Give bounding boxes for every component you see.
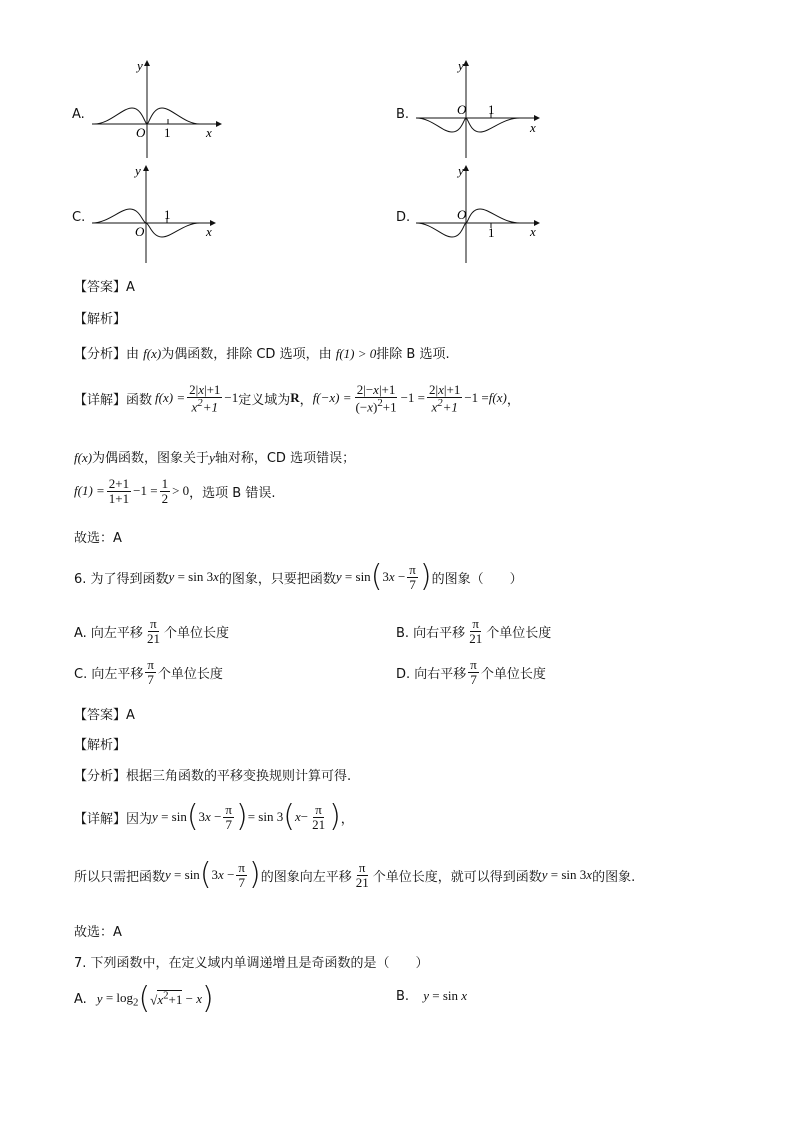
graph-b-label: B.: [396, 107, 410, 122]
graph-d-x: x: [530, 224, 536, 239]
q7-option-b[interactable]: B. y = sin x: [396, 988, 468, 1004]
xiangjie-tag: 【详解】: [74, 811, 127, 827]
q7-option-a[interactable]: A. y = $\log_2$ ( $√x^2+1$ − x ): [74, 981, 214, 1016]
stem-b: 的图象，只要把函数: [218, 571, 336, 587]
fenxi-fx: f(x): [143, 346, 162, 361]
unit-text: 个单位长度: [486, 625, 552, 641]
fraction: $\frac{1}{2}$: [161, 476, 169, 506]
fenxi-f1: f(1) > 0: [335, 346, 377, 361]
q7-stem: 7. 下列函数中，在定义域内单调递增且是奇函数的是（ ）: [74, 956, 429, 971]
graph-b: [412, 58, 552, 163]
fraction: $\frac{2+1}{1+1}$: [108, 476, 130, 506]
graph-b-tick: 1: [488, 102, 495, 117]
option-c-text: C. 向左平移: [74, 666, 144, 682]
stem-c: 的图象（ ）: [431, 571, 523, 587]
graph-b-y: y: [458, 58, 464, 73]
graph-d: [412, 163, 552, 268]
fraction: $\frac{\pi}{21}$: [312, 801, 326, 832]
fraction: $\frac{\pi}{7}$: [225, 801, 232, 832]
real-set-symbol: R: [290, 390, 300, 406]
q6-option-a[interactable]: [74, 617, 229, 645]
fenxi-tag: 【分析】: [74, 347, 127, 362]
q6-choose: 故选：A: [74, 925, 122, 940]
line2-text-b: 的图象向左平移: [260, 869, 352, 885]
fenxi-text-2: 为偶函数，排除 CD 选项，由: [161, 347, 332, 362]
graph-a: [88, 58, 228, 163]
q6-option-d[interactable]: [396, 658, 546, 686]
answer-value: A: [126, 280, 135, 295]
line3-tail: ，选项 B 错误.: [189, 485, 276, 501]
graph-c-tick: 1: [164, 207, 171, 222]
fenxi-text-1: 由: [126, 347, 140, 362]
graph-a-x: x: [206, 125, 212, 140]
xiangjie-tag: 【详解】: [74, 392, 127, 408]
fraction: $\frac{2|x|+1}{x^2+1}$: [189, 382, 221, 414]
graph-d-o: O: [457, 207, 467, 222]
line2-text-d: 的图象.: [592, 869, 636, 885]
graph-a-o: O: [136, 125, 146, 140]
fenxi-text: 根据三角函数的平移变换规则计算可得.: [126, 769, 352, 784]
fraction: $\frac{2|x|+1}{x^2+1}$: [429, 382, 461, 414]
graph-a-y: y: [137, 58, 143, 73]
graph-d-tick: 1: [488, 225, 495, 240]
q5-answer: [74, 276, 135, 295]
xiangjie-text-1: 因为: [126, 811, 153, 827]
option-b-text: B. 向右平移: [396, 625, 466, 641]
option-a-text: A. 向左平移: [74, 625, 143, 641]
option-a-text: A.: [74, 991, 87, 1007]
q5-xiangjie-line2: f(x)为偶函数，图象关于y轴对称，CD 选项错误；: [74, 450, 356, 466]
fraction: $\frac{\pi}{21}$: [146, 616, 160, 646]
line2-text-b: 轴对称，CD 选项错误；: [214, 451, 356, 466]
q5-analysis-tag: 【解析】: [74, 312, 127, 327]
fraction: $\frac{\pi}{7}$: [409, 561, 416, 592]
option-d-text: D. 向右平移: [396, 666, 467, 682]
q6-option-c[interactable]: [74, 658, 223, 686]
unit-text: 个单位长度: [480, 666, 546, 682]
q5-choose: 故选：A: [74, 531, 122, 546]
q6-answer: [74, 704, 135, 723]
graph-a-tick: 1: [164, 125, 171, 140]
q6-option-b[interactable]: [396, 617, 551, 645]
xiangjie-text-1: 函数: [126, 392, 153, 408]
line2-text-c: 个单位长度，就可以得到函数: [372, 869, 542, 885]
graph-b-o: O: [457, 102, 467, 117]
stem-a: 6. 为了得到函数: [74, 571, 169, 587]
fraction: $\frac{\pi}{21}$: [469, 616, 483, 646]
q5-fenxi: [74, 343, 450, 362]
fraction: $\frac{\pi}{7}$: [147, 657, 154, 687]
xiangjie-text-2: 定义域为: [238, 392, 291, 408]
answer-value: A: [126, 708, 135, 723]
answer-tag: 【答案】: [74, 280, 127, 295]
q6-xiangjie-line2: 所以只需把函数 y = sin ( 3x − $\frac{\pi}{7}$ ) 的图象向左平移 $\frac{\pi}{21}$ 个单位长度，就可以得到函数 y = sin 3x 的图象.: [74, 857, 636, 892]
fenxi-tag: 【分析】: [74, 769, 127, 784]
fraction: $\frac{2|-x|+1}{(-x)^2+1}$: [355, 382, 397, 414]
fraction: $\frac{\pi}{7}$: [470, 657, 477, 687]
graph-d-label: D.: [396, 210, 411, 225]
graph-c-label: C.: [72, 210, 86, 225]
q6-stem: 6. 为了得到函数 y = sin 3x 的图象，只要把函数 y = sin ( 3x − $\frac{\pi}{7}$ ) 的图象（ ）: [74, 559, 523, 594]
graph-d-y: y: [458, 163, 464, 178]
y-symbol: y: [209, 450, 215, 465]
line2-text-a: 所以只需把函数: [74, 869, 166, 885]
graph-c-x: x: [206, 224, 212, 239]
q6-fenxi: [74, 765, 351, 784]
q5-xiangjie-line3: f(1) = $\frac{2+1}{1+1}$ −1 = $\frac{1}{2}$ > 0 ，选项 B 错误.: [74, 476, 276, 506]
fraction: $\frac{\pi}{21}$: [355, 859, 369, 890]
unit-text: 个单位长度: [157, 666, 223, 682]
unit-text: 个单位长度: [163, 625, 229, 641]
option-b-text: B.: [396, 989, 410, 1004]
q6-analysis-tag: 【解析】: [74, 738, 127, 753]
fraction: $\frac{\pi}{7}$: [238, 859, 245, 890]
q6-xiangjie-line1: 【详解】 因为 y = sin ( 3x − $\frac{\pi}{7}$ ) = sin 3 ( x − $\frac{\pi}{21}$ ) ，: [74, 799, 354, 834]
line2-text-a: 为偶函数，图象关于: [92, 451, 210, 466]
graph-a-label: A.: [72, 107, 85, 122]
graph-c-y: y: [135, 163, 141, 178]
fenxi-text-3: 排除 B 选项.: [376, 347, 450, 362]
q5-xiangjie-line1: 【详解】 函数 f(x) = $\frac{2|x|+1}{x^2+1}$ −1 定义域为 R ， f(−x) = $\frac{2|-x|+1}{(-x)^2+1}$ −1 = $\frac{2|x|+1}{x^2+1}$ −1 = f(x) ，: [74, 382, 520, 414]
answer-tag: 【答案】: [74, 708, 127, 723]
graph-b-x: x: [530, 120, 536, 135]
graph-c-o: O: [135, 224, 145, 239]
graph-c: [88, 163, 228, 268]
